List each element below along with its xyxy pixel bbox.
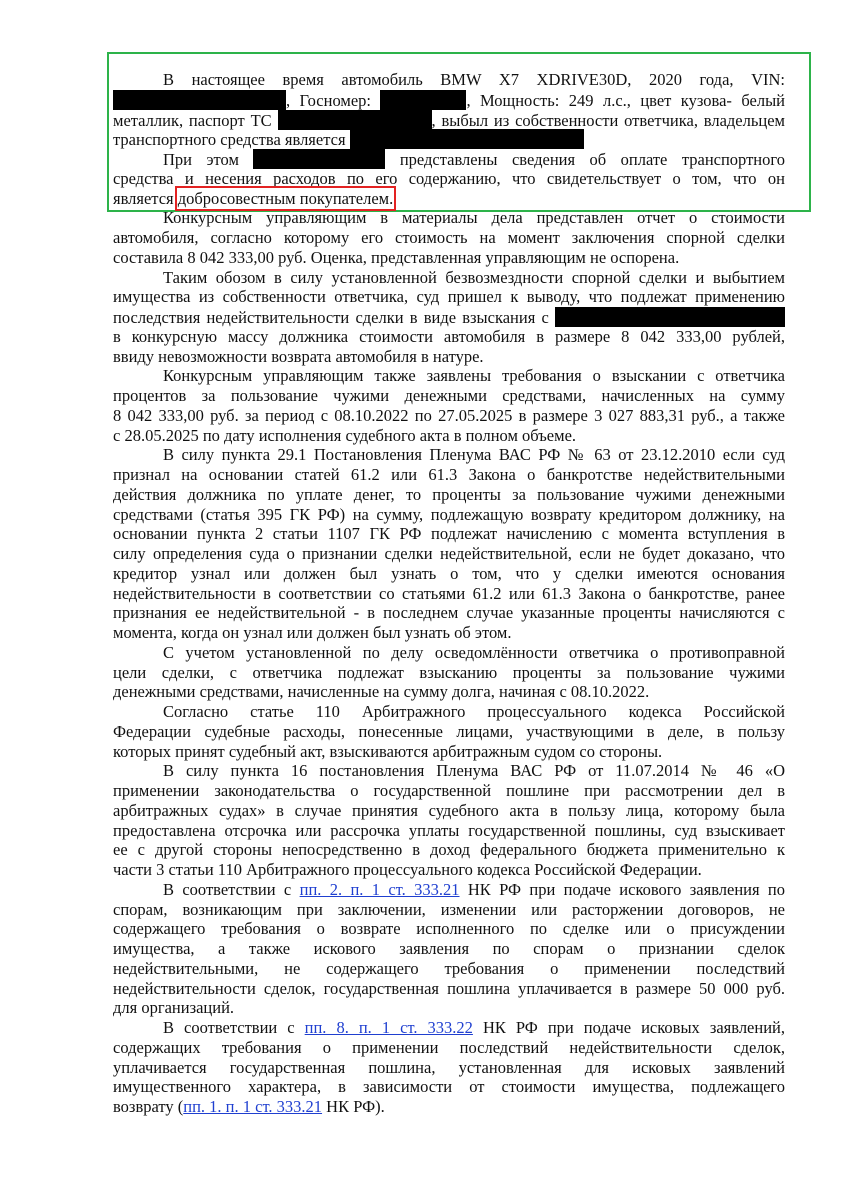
text-run: в конкурсную массу должника стоимости автомобиля в размере 8 042 333,00 рублей, (113, 326, 785, 346)
redaction-block (113, 90, 286, 110)
text-run: НК РФ). (322, 1097, 385, 1116)
highlighted-phrase: добросовестным покупателем. (177, 188, 394, 208)
text-run: процентов за пользование чужими денежными средствами, начисленных на сумму (113, 386, 785, 405)
text-line (113, 939, 785, 959)
text-line (113, 702, 785, 722)
text-run: Таким обозом в силу установленной безвозмездности спорной сделки и выбытием (163, 267, 785, 287)
text-line (113, 307, 785, 327)
text-line (113, 1077, 785, 1097)
text-line (113, 742, 785, 762)
text-run: кредитор узнал или должен был узнать о том, что у сделки имеются основания (113, 563, 785, 583)
text-line (113, 347, 785, 367)
text-line (113, 919, 785, 939)
text-line (113, 169, 785, 189)
text-line (113, 406, 785, 426)
text-run: предоставлена отсрочка или рассрочка уплаты государственной пошлины, суд взыскивает (113, 820, 785, 840)
paragraph (113, 149, 785, 208)
text-line (113, 821, 785, 841)
text-run: Конкурсным управляющим в материалы дела представлен отчет о стоимости (163, 208, 785, 228)
text-run: возврату ( (113, 1097, 184, 1116)
text-line (113, 801, 785, 821)
text-run: признал на основании статей 61.2 или 61.3 Закона о банкротстве недействительными (113, 465, 785, 484)
text-line (113, 366, 785, 386)
text-run: В силу пункта 16 постановления Пленума ВАС РФ от 11.07.2014 № 46 «О (163, 761, 785, 781)
text-line (113, 1018, 785, 1038)
text-run: признания ее недействительной - в последнем случае указанные проценты начисляются с (113, 603, 785, 623)
text-run: недействительности в соответствии со статьями 61.2 или 61.3 Закона о банкротстве, ранее (113, 583, 785, 603)
text-run: Конкурсным управляющим также заявлены требования о взыскании с ответчика (163, 366, 785, 386)
text-line (113, 465, 785, 485)
redaction-block (350, 129, 584, 149)
text-line (113, 979, 785, 999)
text-line (113, 840, 785, 860)
text-run: ввиду невозможности возврата автомобиля в натуре. (113, 346, 484, 366)
text-run: автомобиля, согласно которому его стоимость на момент заключения спорной сделки (113, 228, 785, 247)
paragraph (113, 268, 785, 367)
redaction-block (278, 110, 432, 130)
paragraph (113, 208, 785, 267)
text-run: последствия недействительности сделки в виде взыскания с (113, 308, 555, 327)
document-page (113, 70, 785, 1117)
text-run: цели сделки, с ответчика подлежат взысканию проценты за пользование чужими (113, 662, 785, 682)
text-line (113, 208, 785, 228)
text-line (113, 248, 785, 268)
text-line (113, 268, 785, 288)
paragraph (113, 702, 785, 761)
law-reference-link[interactable]: пп. 1. п. 1 ст. 333.21 (183, 1097, 323, 1116)
text-run: имущества из собственности ответчика, суд пришел к выводу, что подлежат применению (113, 287, 785, 307)
text-run: с 28.05.2025 по дату исполнения судебного акта в полном объеме. (113, 425, 577, 445)
text-line (113, 110, 785, 130)
text-line (113, 564, 785, 584)
text-run: арбитражных судах» в случае принятия судебного акта в пользу лица, которому была (113, 800, 785, 820)
text-run: является (113, 188, 178, 208)
text-run: ее с другой стороны непосредственно в доход федерального бюджета применительно к (113, 840, 785, 860)
law-reference-link[interactable]: пп. 8. п. 1 ст. 333.22 (304, 1018, 473, 1037)
text-run: средства и несения расходов по его содержанию, что свидетельствует о том, что он (113, 168, 785, 188)
text-line (113, 722, 785, 742)
text-run: , выбыл из собственности ответчика, владельцем (431, 110, 785, 130)
text-line (113, 524, 785, 544)
text-run: В соответствии с (163, 879, 300, 899)
paragraph (113, 70, 785, 149)
text-run: денежными средствами, начисленные на сумму долга, начиная с 08.10.2022. (113, 682, 650, 702)
text-run: которых принят судебный акт, взыскиваются арбитражным судом со стороны. (113, 741, 663, 761)
text-line (113, 149, 785, 169)
text-run: недействительности сделок, государственная пошлина уплачивается в размере 50 000 руб. (113, 978, 785, 998)
text-run: представлены сведения об оплате транспортного (385, 150, 785, 169)
text-run: содержащего требования о возврате исполненного по сделке или о присуждении (113, 919, 785, 939)
text-line (113, 228, 785, 248)
text-run: применении законодательства о государственной пошлине при рассмотрении дел в (113, 781, 785, 800)
text-run: силу определения суда о признании сделки недействительной, если не будет доказано, что (113, 544, 785, 563)
text-line (113, 544, 785, 564)
paragraph (113, 366, 785, 445)
text-run: , Госномер: (286, 90, 381, 110)
text-line (113, 1038, 785, 1058)
text-run: металлик, паспорт ТС (113, 110, 278, 130)
text-run: Федерации судебные расходы, понесенные лицами, участвующими в деле, в пользу (113, 721, 785, 741)
text-run: НК РФ при подаче исковых заявлений, (472, 1018, 785, 1037)
text-line (113, 505, 785, 525)
text-run: НК РФ при подаче искового заявления по (459, 879, 785, 899)
text-run: спорам, возникающим при заключении, изменении или расторжении договоров, не (113, 899, 785, 919)
text-run: , Мощность: 249 л.с., цвет кузова- белый (466, 90, 785, 110)
text-run: В силу пункта 29.1 Постановления Пленума ВАС РФ № 63 от 23.12.2010 если суд (163, 445, 785, 465)
text-line (113, 189, 785, 209)
text-run: недействительными, не содержащего требования о применении последствий (113, 958, 785, 978)
text-run: момента, когда он узнал или должен был узнать об этом. (113, 623, 512, 642)
text-run: для организаций. (113, 998, 235, 1018)
text-run: В настоящее время автомобиль BMW X7 XDRIVE30D, 2020 года, VIN: (163, 70, 785, 89)
text-line (113, 959, 785, 979)
text-line (113, 900, 785, 920)
text-line (113, 485, 785, 505)
text-run: содержащих требования о применении последствий недействительности сделок, (113, 1037, 785, 1057)
text-line (113, 880, 785, 900)
text-run: При этом (163, 150, 254, 169)
text-run: уплачивается государственная пошлина, установленная для исковых заявлений (113, 1057, 785, 1077)
redaction-block (380, 90, 466, 110)
text-line (113, 90, 785, 110)
text-run: действия должника по уплате денег, то проценты за пользование чужими денежными (113, 484, 785, 504)
redaction-block (253, 149, 385, 169)
text-run: 8 042 333,00 руб. за период с 08.10.2022 по 27.05.2025 в размере 3 027 883,31 руб., а также (113, 405, 785, 425)
text-line (113, 998, 785, 1018)
redaction-block (555, 307, 785, 327)
text-line (113, 623, 785, 643)
text-run: С учетом установленной по делу осведомлённости ответчика о противоправной (163, 642, 785, 662)
text-run: Согласно статье 110 Арбитражного процессуального кодекса Российской (163, 702, 785, 721)
text-run: имущественного характера, в зависимости от стоимости имущества, подлежащего (113, 1077, 785, 1097)
text-line (113, 327, 785, 347)
text-line (113, 386, 785, 406)
text-run: имущества, а также искового заявления по спорам о признании сделок (113, 939, 785, 958)
text-line (113, 129, 785, 149)
text-run: средствами (статья 395 ГК РФ) на сумму, подлежащую возврату кредитором должнику, на (113, 504, 785, 524)
text-line (113, 70, 785, 90)
text-run: В соответствии с (163, 1018, 305, 1037)
paragraph (113, 880, 785, 1018)
text-line (113, 643, 785, 663)
law-reference-link[interactable]: пп. 2. п. 1 ст. 333.21 (299, 879, 460, 899)
text-run: части 3 статьи 110 Арбитражного процессуального кодекса Российской Федерации. (113, 860, 702, 879)
text-line (113, 663, 785, 683)
text-line (113, 860, 785, 880)
text-line (113, 603, 785, 623)
text-line (113, 1097, 785, 1117)
text-line (113, 1058, 785, 1078)
paragraph (113, 761, 785, 880)
text-line (113, 761, 785, 781)
text-line (113, 781, 785, 801)
text-run: транспортного средства является (113, 130, 350, 150)
text-run: составила 8 042 333,00 руб. Оценка, представленная управляющим не оспорена. (113, 247, 680, 267)
paragraph (113, 445, 785, 643)
text-line (113, 682, 785, 702)
paragraph (113, 643, 785, 702)
text-run: основании пункта 2 статьи 1107 ГК РФ подлежат начислению с момента вступления в (113, 524, 785, 544)
text-line (113, 287, 785, 307)
text-line (113, 584, 785, 604)
text-line (113, 445, 785, 465)
text-line (113, 426, 785, 446)
paragraph (113, 1018, 785, 1117)
